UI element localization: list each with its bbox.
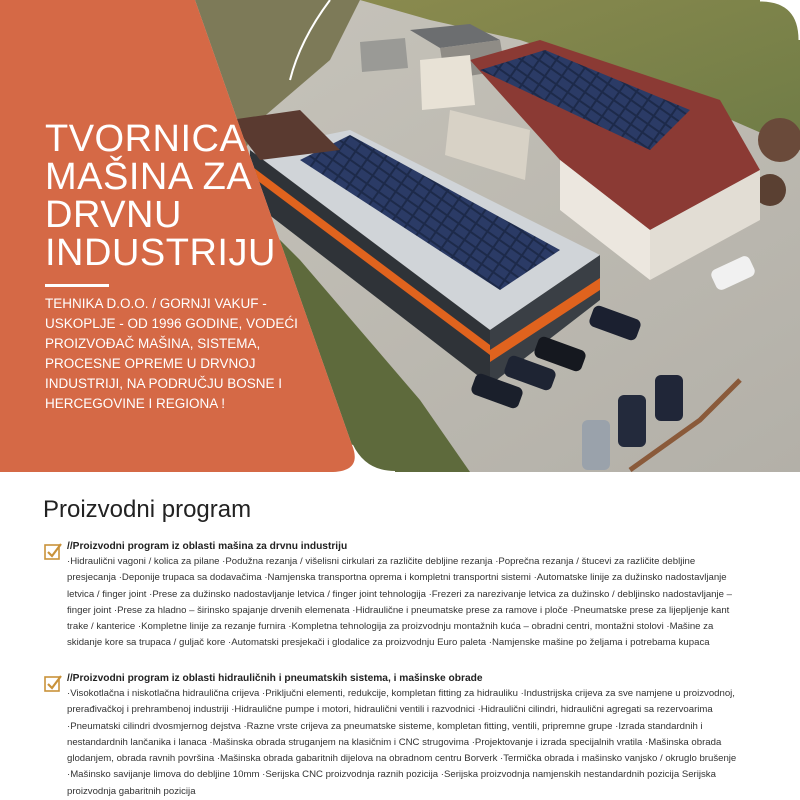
program-text: ·Hidraulični vagoni / kolica za pilane ·Podužna rezanja / višelisni cirkulari za različite debljine rezanja ·Poprečna rezanja / štucevi za različite debljine presjecanja ·Deponije trupaca sa dodavačima ·Namjenska transportna oprema i kompletni transportni sistemi ·Automatske linije za dužinsko nadostavljanje letvica / finger joint ·Prese za dužinsko nadostavljanje letvica / finger joint tehnologija ·Frezeri za narezivanje letvica za dužinsko / debljinsko nadostavljanje – finger joint ·Prese za hladno – širinsko spajanje drvenih elemenata ·Hidraulične i pneumatske prese za ramove i ploče ·Pneumatske prese za lijepljenje kant trake / kanterice ·Kompletne linije za rezanje furnira ·Kompletna tehnologija za proizvodnju montažnih kuća – obradni centri, montažni stolovi ·Mašine za skidanje kore sa trupaca / guljač kore ·Automatski presjekači i glodalice za proizvodnju Euro paleta ·Namjenske mašine po željama i potrebama kupaca <box>67 556 732 649</box>
checkbox-checked-icon <box>44 674 62 692</box>
title-divider <box>45 284 109 287</box>
program-text: ·Visokotlačna i niskotlačna hidraulična crijeva ·Priključni elementi, redukcije, kompletan fitting za hidrauliku ·Industrijska crijeva za sve namjene u proizvodnoj, prerađivačkoj i prehrambenoj industriji ·Hidraulične pumpe i motori, hidraulični ventili i razvodnici ·Hidraulični cilindri, hidraulični agregati sa rezervoarima ·Pneumatski cilindri dvosmjernog dejstva ·Razne vrste crijeva za pneumatske sisteme, kompletan fitting, ventili, pripremne grupe ·Izrada standardnih i nestandardnih lančanika i lanaca ·Mašinska obrada struganjem na klasičnim i CNC strugovima ·Projektovanje i izrada specijalnih vratila ·Mašinska obrada glodanjem, obrada ravnih površina ·Mašinska obrada gabaritnih dijelova na obradnom centru Borverk ·Termička obrada i mašinsko vanjsko / okruglo brušenje ·Mašinsko savijanje limova do debljine 10mm ·Serijska CNC proizvodnja raznih pozicija ·Serijska proizvodnja namjenskih nestandardnih pozicija Serijska proizvodnja gabaritnih pozicija <box>67 688 737 797</box>
checkbox-checked-icon <box>44 542 62 560</box>
hero-title: TVORNICA MAŠINA ZA DRVNU INDUSTRIJU <box>45 118 276 274</box>
hero-description: TEHNIKA D.O.O. / GORNJI VAKUF - USKOPLJE - OD 1996 GODINE, VODEĆI PROIZVOĐAČ MAŠINA, SISTEMA, PROCESNE OPREME U DRVNOJ INDUSTRIJI, NA PODRUČJU BOSNE I HERCEGOVINE I REGIONA ! <box>45 296 298 411</box>
program-block-wood-machines <box>44 539 744 652</box>
program-heading: //Proizvodni program iz oblasti hidrauličnih i pneumatskih sistema, i mašinske obrade <box>67 673 483 684</box>
program-heading: //Proizvodni program iz oblasti mašina za drvnu industriju <box>67 541 348 552</box>
section-title: Proizvodni program <box>43 496 252 523</box>
program-block-hydraulics <box>44 671 744 800</box>
